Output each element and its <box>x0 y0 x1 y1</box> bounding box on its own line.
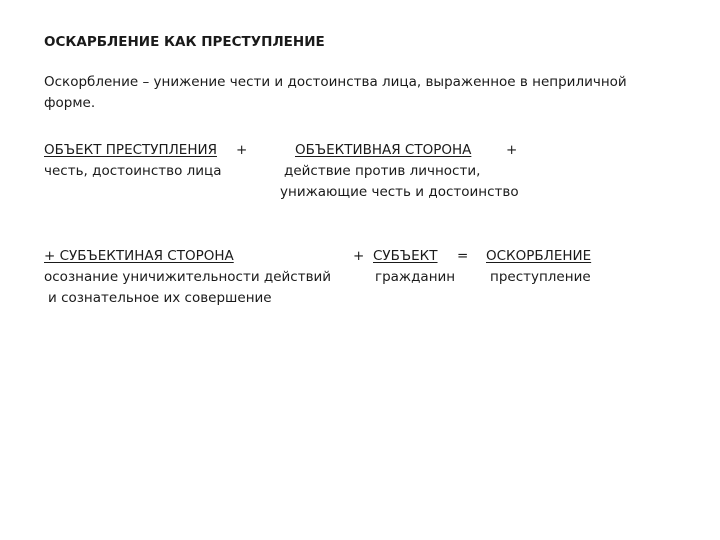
slide-title: ОСКАРБЛЕНИЕ КАК ПРЕСТУПЛЕНИЕ <box>44 34 325 50</box>
object-heading: ОБЪЕКТ ПРЕСТУПЛЕНИЯ <box>44 142 217 158</box>
subjective-side-line-2: и сознательное их совершение <box>48 290 272 306</box>
object-plus-operator: + <box>236 142 248 158</box>
objective-side-line-2: унижающие честь и достоинство <box>280 184 519 200</box>
definition-line-2: форме. <box>44 95 96 111</box>
subjective-side-heading: + СУБЪЕКТИНАЯ СТОРОНА <box>44 248 234 264</box>
objective-side-heading: ОБЪЕКТИВНАЯ СТОРОНА <box>295 142 472 158</box>
definition-line-1: Оскорбление – унижение чести и достоинства лица, выраженное в неприличной <box>44 74 627 90</box>
subject-equals-operator: = <box>457 248 469 264</box>
objective-side-plus-operator: + <box>506 142 518 158</box>
subjective-side-line-1: осознание уничижительности действий <box>44 269 332 285</box>
subjective-side-plus-operator: + <box>353 248 365 264</box>
object-text: честь, достоинство лица <box>44 163 222 179</box>
result-text: преступление <box>490 269 591 285</box>
objective-side-line-1: действие против личности, <box>284 163 481 179</box>
result-heading: ОСКОРБЛЕНИЕ <box>486 248 592 264</box>
subject-text: гражданин <box>375 269 456 285</box>
subject-heading: СУБЪЕКТ <box>373 248 438 264</box>
